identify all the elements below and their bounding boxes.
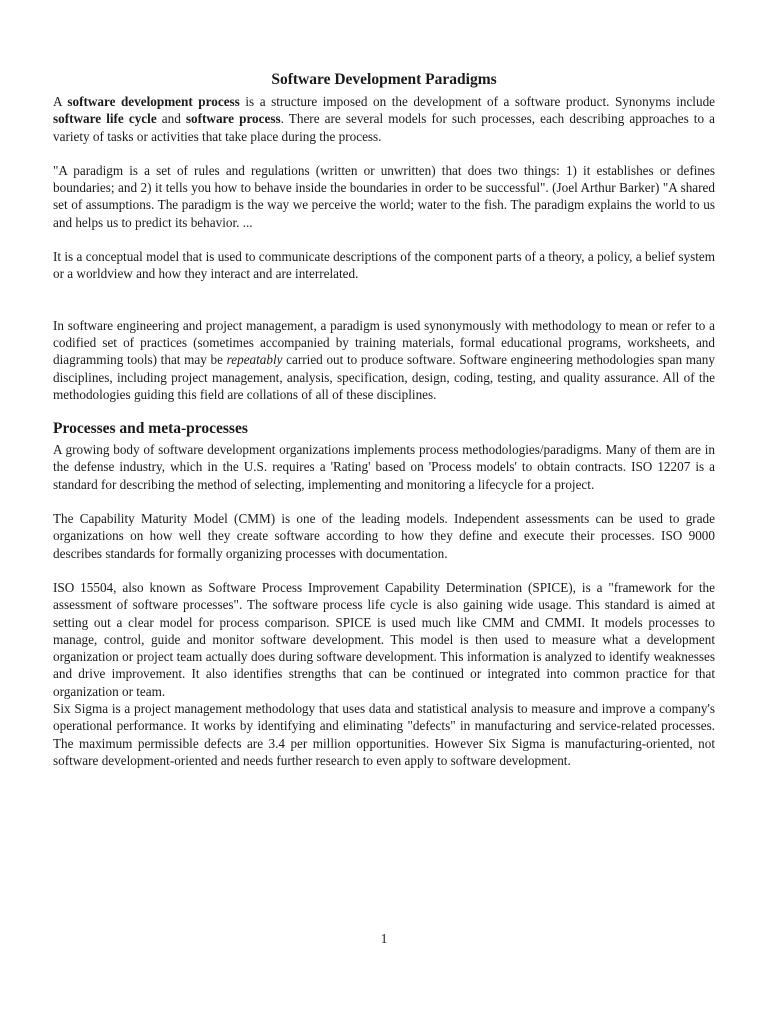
intro-term-software-process: software process	[185, 111, 281, 127]
intro-term-life-cycle: software life cycle	[53, 111, 157, 127]
page-number: 1	[380, 931, 388, 946]
document-page	[53, 70, 715, 769]
intro-text-1: A	[53, 94, 68, 109]
section-heading: Processes and meta-processes	[53, 420, 248, 438]
engineering-text-2: carried out to produce software. Software engineering methodologies span many disciplines, including project management, analysis, specification, design, coding, testing, and quality assurance. All of the methodologies guiding this field are collations of all of these disciplines.	[53, 352, 715, 402]
engineering-paragraph	[53, 317, 715, 403]
intro-paragraph	[53, 93, 715, 145]
document-title: Software Development Paradigms	[271, 71, 497, 88]
growing-paragraph: A growing body of software development organizations implements process methodologies/paradigms. Many of them are in the defense industry, which in the U.S. requires a 'Rating' based on 'Process models' to obtain contracts. ISO 12207 is a standard for describing the method of selecting, implementing and monitoring a lifecycle for a project.	[53, 442, 715, 492]
six-sigma-paragraph: Six Sigma is a project management methodology that uses data and statistical analysis to measure and improve a company's operational performance. It works by identifying and eliminating "defects" in manufacturing and service-related processes. The maximum permissible defects are 3.4 per million opportunities. However Six Sigma is manufacturing-oriented, not software development-oriented and needs further research to even apply to software development.	[53, 701, 715, 768]
intro-text-3: and	[156, 111, 186, 127]
quote-paragraph: "A paradigm is a set of rules and regulations (written or unwritten) that does two things: 1) it establishes or defines boundaries; and 2) it tells you how to behave inside the boundaries in order to be successful". (Joel Arthur Barker) "A shared set of assumptions. The paradigm is the way we perceive the world; water to the fish. The paradigm explains the world to us and helps us to predict its behavior. ...	[53, 162, 715, 230]
intro-text-4: . There are several models for such processes, each describing approaches to a variety of tasks or activities that take place during the process.	[53, 111, 716, 144]
intro-term-process: software development process	[67, 94, 240, 109]
engineering-emphasis: repeatably	[226, 352, 283, 368]
conceptual-paragraph: It is a conceptual model that is used to communicate descriptions of the component parts of a theory, a policy, a belief system or a worldview and how they interact and are interrelated.	[53, 249, 715, 282]
engineering-text-1: In software engineering and project management, a paradigm is used synonymously with methodology to mean or refer to a codified set of practices (sometimes accompanied by training materials, formal educational programs, worksheets, and diagramming tools) that may be	[53, 317, 715, 368]
cmm-paragraph: The Capability Maturity Model (CMM) is one of the leading models. Independent assessments can be used to grade organizations on how well they create software according to how they define and execute their processes. ISO 9000 describes standards for formally organizing processes with documentation.	[53, 511, 715, 561]
intro-text-2: is a structure imposed on the development of a software product. Synonyms include	[239, 94, 716, 109]
iso15504-paragraph: ISO 15504, also known as Software Process Improvement Capability Determination (SPICE), is a "framework for the assessment of software processes". The software process life cycle is also gaining wide usage. This standard is aimed at setting out a clear model for process comparison. SPICE is used much like CMM and CMMI. It models processes to manage, control, guide and monitor software development. This model is then used to measure what a development organization or project team actually does during software development. This information is analyzed to identify weaknesses and drive improvement. It also identifies strengths that can be continued or integrated into common practice for that organization or team.	[53, 579, 715, 699]
